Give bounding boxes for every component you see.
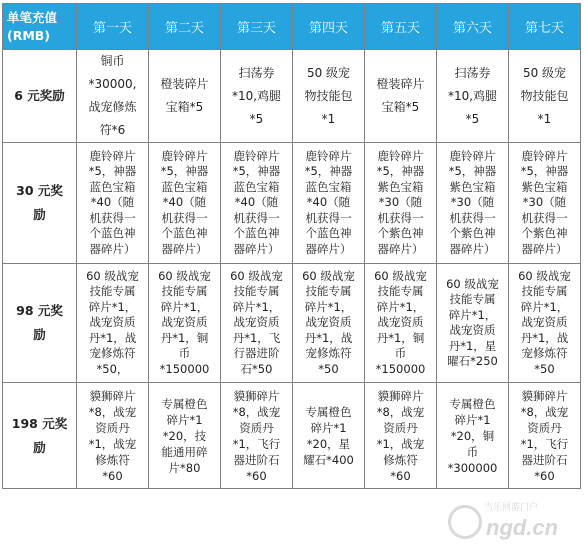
recharge-rewards-table [2, 3, 581, 489]
reward-line: 机获得一 [161, 210, 208, 225]
reward-line: 机获得一 [233, 210, 280, 225]
reward-line: 60 级战宠 [446, 276, 499, 291]
reward-line: 橙装碎片 [160, 77, 209, 91]
reward-line: 技能专属 [161, 284, 208, 299]
reward-cell [509, 50, 581, 143]
reward-line: *50 [318, 361, 339, 376]
reward-cell [293, 143, 365, 264]
reward-line: *1，战宠 [88, 436, 137, 451]
reward-line: 貘狮碎片 [521, 388, 568, 403]
reward-line: 紫色宝箱 [449, 179, 496, 194]
reward-line: 战宠资质 [377, 315, 424, 330]
reward-cell [509, 383, 581, 489]
reward-line: *1 [321, 111, 336, 126]
reward-cell [221, 383, 293, 489]
reward-line: *20，铜 [450, 428, 495, 443]
tier-label [3, 264, 77, 383]
reward-line: 器碎片） [449, 241, 496, 256]
tier-row [3, 50, 581, 143]
reward-line: *5 [465, 111, 480, 126]
reward-line: *60 [246, 468, 267, 483]
reward-line: 鹿铃碎片 [377, 148, 424, 163]
reward-cell [293, 50, 365, 143]
reward-line: *50 [534, 361, 555, 376]
reward-line: *20，技 [162, 428, 207, 443]
reward-line: 碎片*1， [88, 299, 137, 314]
reward-line: 碎片*1， [376, 299, 425, 314]
reward-line: 技能专属 [377, 284, 424, 299]
reward-line: 符*6 [99, 123, 126, 137]
reward-line: 技能专属 [233, 284, 280, 299]
reward-line: 50 级宠 [522, 65, 567, 80]
reward-line: 器碎片） [305, 241, 352, 256]
reward-line: *30（随 [378, 195, 423, 210]
reward-line: 碎片*1， [448, 307, 497, 322]
reward-line: 石*50 [240, 361, 273, 376]
reward-line: 技能专属 [89, 284, 136, 299]
tier-row [3, 264, 581, 383]
reward-line: 战宠资质 [89, 315, 136, 330]
reward-cell [509, 143, 581, 264]
reward-line: 鹿铃碎片 [305, 148, 352, 163]
site-watermark [448, 499, 576, 547]
reward-cell [149, 50, 221, 143]
reward-line: *30（随 [522, 195, 567, 210]
reward-line: 修炼符 [95, 452, 130, 467]
reward-cell [77, 264, 149, 383]
reward-cell [77, 143, 149, 264]
reward-line: 个蓝色神 [233, 226, 280, 241]
reward-line: 60 级战宠 [374, 268, 427, 283]
tier-row [3, 143, 581, 264]
watermark-site-name: 当乐网游门户 [484, 503, 539, 513]
day-header: 第五天 [365, 4, 437, 50]
tier-label-line: 励 [33, 327, 46, 342]
reward-line: 机获得一 [305, 210, 352, 225]
reward-line: 个蓝色神 [161, 226, 208, 241]
reward-line: 丹*1，铜 [160, 330, 209, 345]
day-header: 第七天 [509, 4, 581, 50]
reward-line: 宝箱*5 [165, 100, 204, 114]
reward-line: 能通用碎 [161, 444, 208, 459]
reward-line: *5，神器 [448, 164, 497, 179]
reward-line: 资质丹 [383, 420, 418, 435]
reward-line: 币 [394, 346, 407, 361]
reward-line: *5，神器 [232, 164, 281, 179]
reward-line: 碎片*1， [160, 299, 209, 314]
reward-line: 宠修炼符 [521, 346, 568, 361]
reward-cell [221, 143, 293, 264]
reward-line: 铜币 [100, 54, 125, 68]
reward-line: *150000 [375, 361, 426, 376]
reward-line: 丹*1，战 [88, 330, 137, 345]
reward-line: 器碎片） [377, 241, 424, 256]
watermark-logo-icon [448, 505, 482, 539]
reward-line: 器碎片） [521, 241, 568, 256]
reward-line: 碎片*1， [232, 299, 281, 314]
reward-line: 个紫色神 [521, 226, 568, 241]
reward-line: 行器进阶 [233, 346, 280, 361]
reward-line: 碎片*1 [310, 420, 347, 435]
reward-line: 扫荡券 [454, 65, 491, 80]
day-header: 第二天 [149, 4, 221, 50]
reward-line: 机获得一 [89, 210, 136, 225]
header-row [3, 4, 581, 50]
reward-line: 器进阶石 [233, 452, 280, 467]
reward-line: 物技能包 [304, 88, 353, 103]
reward-cell [293, 264, 365, 383]
reward-line: 宠修炼符 [305, 346, 352, 361]
reward-line: 丹*1，飞 [232, 330, 281, 345]
reward-cell [365, 383, 437, 489]
reward-line: 鹿铃碎片 [161, 148, 208, 163]
reward-line: *5，神器 [160, 164, 209, 179]
reward-line: 耀石*400 [303, 452, 354, 467]
reward-line: 机获得一 [449, 210, 496, 225]
reward-line: 技能专属 [521, 284, 568, 299]
reward-line: 丹*1，战 [520, 330, 569, 345]
tier-label-line: 6 元奖励 [14, 88, 65, 103]
reward-line: 战宠资质 [521, 315, 568, 330]
reward-line: *30（随 [450, 195, 495, 210]
reward-line: *5，神器 [304, 164, 353, 179]
reward-line: *30000, [88, 77, 137, 91]
reward-line: 专属橙色 [305, 404, 352, 419]
reward-line: *150000 [159, 361, 210, 376]
reward-line: 战宠修炼 [88, 100, 137, 114]
reward-line: 扫荡券 [238, 65, 275, 80]
day-header: 第三天 [221, 4, 293, 50]
reward-line: *1，飞行 [520, 436, 569, 451]
corner-header-line: 单笔充值 [7, 9, 58, 25]
reward-line: *5，神器 [376, 164, 425, 179]
reward-line: 碎片*1， [520, 299, 569, 314]
reward-cell [437, 383, 509, 489]
reward-line: *8，战宠 [520, 404, 569, 419]
reward-line: 器碎片） [89, 241, 136, 256]
reward-line: 宠修炼符 [89, 346, 136, 361]
reward-cell [437, 143, 509, 264]
reward-cell [221, 264, 293, 383]
tier-label [3, 143, 77, 264]
reward-line: *10,鸡腿 [447, 88, 498, 103]
reward-line: 币 [178, 346, 191, 361]
reward-line: *60 [102, 468, 123, 483]
tier-label-line: 30 元奖 [16, 183, 63, 198]
tier-label-line: 励 [33, 439, 46, 455]
reward-line: 币 [466, 444, 479, 459]
reward-cell [437, 264, 509, 383]
reward-line: 个紫色神 [377, 226, 424, 241]
watermark-domain: ngd.cn [486, 515, 559, 540]
reward-line: *5，神器 [520, 164, 569, 179]
tier-row [3, 383, 581, 489]
reward-cell [77, 383, 149, 489]
reward-line: 器碎片） [233, 241, 280, 256]
reward-line: 貘狮碎片 [89, 388, 136, 403]
reward-line: *300000 [447, 460, 498, 475]
reward-line: 技能专属 [305, 284, 352, 299]
reward-line: 60 级战宠 [518, 268, 571, 283]
reward-line: *40（随 [306, 195, 351, 210]
reward-line: *1，战宠 [376, 436, 425, 451]
day-header: 第四天 [293, 4, 365, 50]
corner-header-line: (RMB) [7, 27, 51, 43]
reward-line: 专属橙色 [449, 396, 496, 411]
reward-line: 50 级宠 [306, 65, 351, 80]
reward-cell [149, 143, 221, 264]
reward-line: 60 级战宠 [302, 268, 355, 283]
reward-line: 片*80 [168, 460, 201, 475]
reward-line: 机获得一 [377, 210, 424, 225]
reward-line: 蓝色宝箱 [89, 179, 136, 194]
reward-line: *40（随 [234, 195, 279, 210]
reward-line: 战宠资质 [449, 323, 496, 337]
reward-line: 器进阶石 [521, 452, 568, 467]
day-header: 第六天 [437, 4, 509, 50]
reward-line: 碎片*1 [454, 412, 491, 427]
reward-line: 器碎片） [161, 241, 208, 256]
day-header: 第一天 [77, 4, 149, 50]
reward-line: 60 级战宠 [230, 268, 283, 283]
reward-line: *40（随 [90, 195, 135, 210]
reward-line: *8，战宠 [376, 404, 425, 419]
reward-cell [365, 143, 437, 264]
reward-line: 技能专属 [449, 292, 496, 306]
reward-cell [221, 50, 293, 143]
reward-line: 修炼符 [383, 452, 418, 467]
reward-cell [293, 383, 365, 489]
reward-line: 60 级战宠 [86, 268, 139, 283]
reward-line: *8，战宠 [88, 404, 137, 419]
reward-cell [149, 383, 221, 489]
reward-line: 机获得一 [521, 210, 568, 225]
reward-line: 蓝色宝箱 [161, 179, 208, 194]
reward-line: *20，星 [306, 436, 351, 451]
reward-line: *8，战宠 [232, 404, 281, 419]
tier-label [3, 383, 77, 489]
reward-line: 貘狮碎片 [377, 388, 424, 403]
tier-label-line: 98 元奖 [16, 303, 63, 318]
tier-label [3, 50, 77, 143]
reward-line: 紫色宝箱 [521, 179, 568, 194]
reward-line: 蓝色宝箱 [305, 179, 352, 194]
reward-line: 鹿铃碎片 [233, 148, 280, 163]
reward-line: 紫色宝箱 [377, 179, 424, 194]
reward-line: 鹿铃碎片 [521, 148, 568, 163]
reward-line: 碎片*1 [166, 412, 203, 427]
reward-cell [365, 50, 437, 143]
tier-label-line: 励 [33, 207, 46, 222]
reward-cell [509, 264, 581, 383]
reward-line: *50， [96, 361, 129, 376]
reward-line: 专属橙色 [161, 396, 208, 411]
reward-line: 物技能包 [520, 88, 569, 103]
reward-cell [149, 264, 221, 383]
reward-line: 曜石*250 [447, 354, 498, 368]
reward-line: *1 [537, 111, 552, 126]
reward-line: 战宠资质 [161, 315, 208, 330]
reward-line: 资质丹 [95, 420, 130, 435]
reward-line: 丹*1，铜 [376, 330, 425, 345]
reward-line: 鹿铃碎片 [89, 148, 136, 163]
reward-cell [437, 50, 509, 143]
reward-line: 橙装碎片 [376, 77, 425, 91]
reward-line: *1，飞行 [232, 436, 281, 451]
reward-line: 丹*1，战 [304, 330, 353, 345]
reward-line: *5 [249, 111, 264, 126]
reward-line: 蓝色宝箱 [233, 179, 280, 194]
reward-line: 个蓝色神 [89, 226, 136, 241]
reward-line: 貘狮碎片 [233, 388, 280, 403]
reward-line: 资质丹 [527, 420, 562, 435]
reward-line: 碎片*1， [304, 299, 353, 314]
reward-line: *5，神器 [88, 164, 137, 179]
reward-line: 宝箱*5 [381, 100, 420, 114]
reward-line: 60 级战宠 [158, 268, 211, 283]
reward-line: *60 [534, 468, 555, 483]
reward-line: *60 [390, 468, 411, 483]
reward-line: 战宠资质 [305, 315, 352, 330]
tier-label-line: 198 元奖 [11, 415, 68, 431]
reward-cell [77, 50, 149, 143]
reward-line: 个紫色神 [449, 226, 496, 241]
reward-line: 鹿铃碎片 [449, 148, 496, 163]
reward-line: 个蓝色神 [305, 226, 352, 241]
reward-line: 丹*1，星 [448, 338, 497, 353]
reward-line: 资质丹 [239, 420, 274, 435]
corner-header [3, 4, 77, 50]
reward-cell [365, 264, 437, 383]
reward-line: *10,鸡腿 [231, 88, 282, 103]
reward-line: 战宠资质 [233, 315, 280, 330]
reward-line: *40（随 [162, 195, 207, 210]
